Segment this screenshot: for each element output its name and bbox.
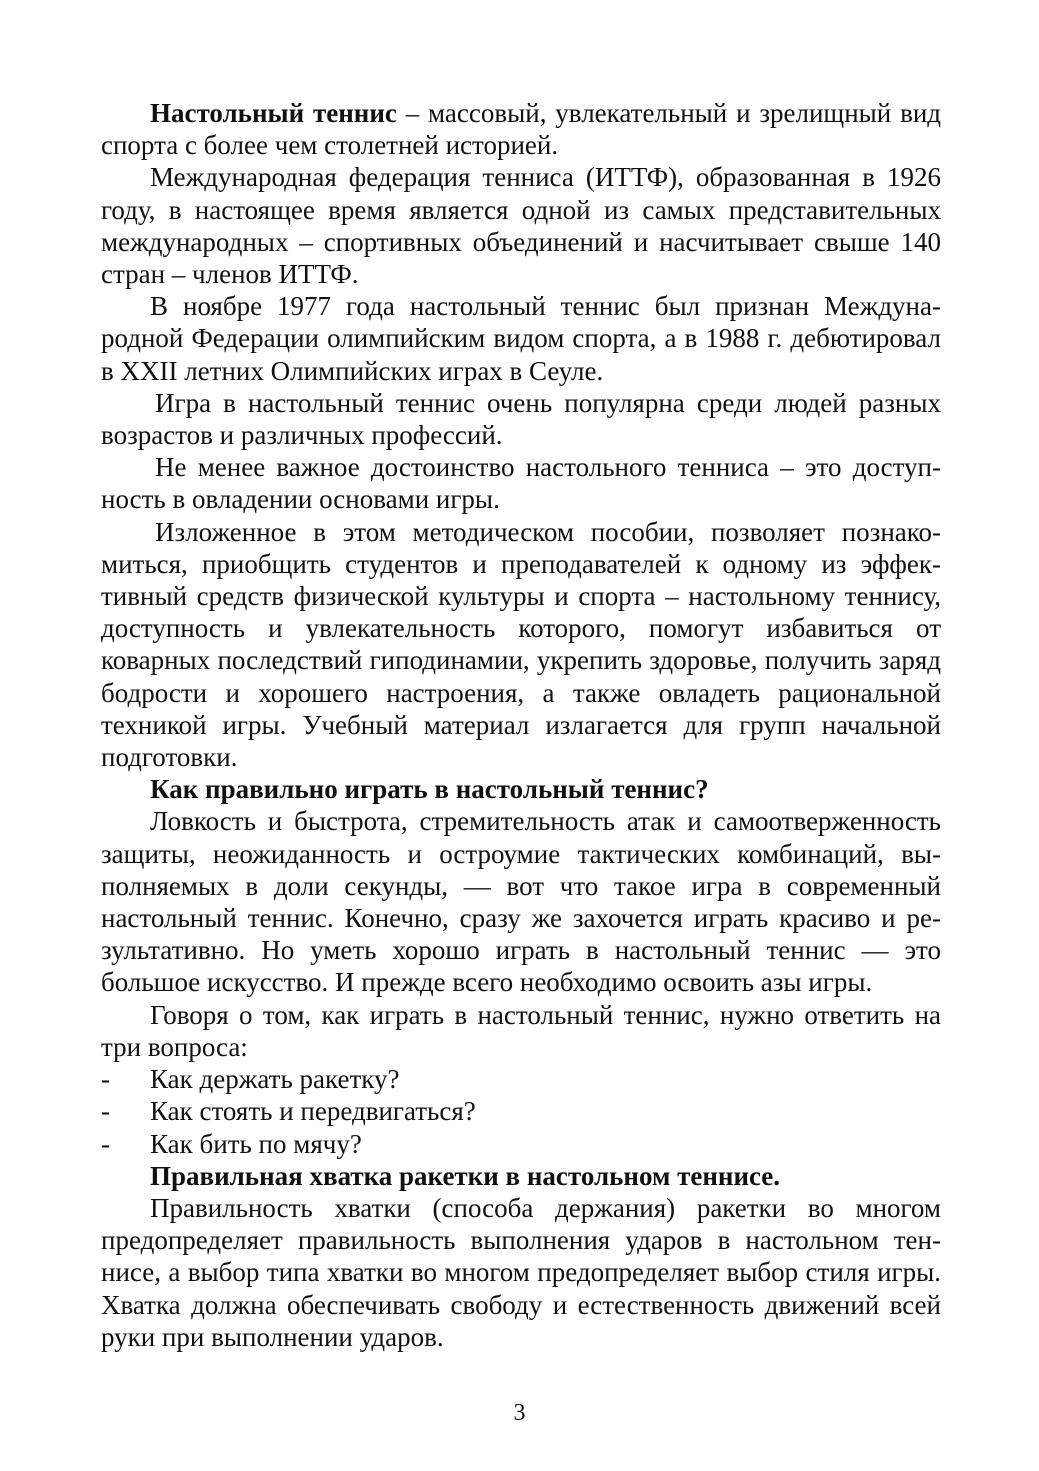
paragraph-manual-purpose: Изложенное в этом методическом пособии, позволяет познакомиться, приобщить студентов и преподавателей к одному из эффективный средств физической культуры и спорта – настольному теннису, доступность и увлекательность которого, помогут избавиться от коварных последствий гиподинамии, укрепить здоровье, получить заряд бодрости и хорошего настроения, а также овладеть рациональной техникой игры. Учебный материал излагается для групп начальной подготовки. bbox=[101, 516, 941, 773]
paragraph-popularity: Игра в настольный теннис очень популярна среди людей разных возрастов и различных профессий. bbox=[101, 387, 941, 451]
paragraph-three-questions: Говоря о том, как играть в настольный теннис, нужно ответить на три вопроса: bbox=[101, 999, 941, 1062]
section-heading-how-to-play: Как правильно играть в настольный теннис? bbox=[150, 774, 709, 805]
list-dash: - bbox=[101, 1096, 110, 1127]
list-item bbox=[101, 1095, 941, 1127]
list-item bbox=[101, 1128, 941, 1160]
section-heading-grip: Правильная хватка ракетки в настольном теннисе. bbox=[150, 1160, 781, 1191]
list-dash: - bbox=[101, 1128, 110, 1159]
paragraph-agility: Ловкость и быстрота, стремительность атак и самоотверженность защиты, неожиданность и остроумие тактических комбинаций, выполняемых в доли секунды, — вот что такое игра в современный настольный теннис. Конечно, сразу же захочется играть красиво и результативно. Но уметь хорошо играть в настольный теннис — это большое искусство. И прежде всего необходимо освоить азы игры. bbox=[101, 806, 941, 998]
list-dash: - bbox=[101, 1064, 110, 1095]
paragraph-ittf: Международная федерация тенниса (ИТТФ), образованная в 1926 году, в настоящее время является одной из самых представительных международных – спортивных объединений и насчитывает свыше 140 стран – членов ИТТФ. bbox=[101, 162, 941, 290]
page-body bbox=[101, 97, 941, 1353]
paragraph-olympic: В ноябре 1977 года настольный теннис был признан Международной Федерации олимпийским видом спорта, а в 1988 г. дебютировал в XXII летних Олимпийских играх в Сеуле. bbox=[101, 291, 941, 386]
list-item-text: Как бить по мячу? bbox=[150, 1128, 362, 1159]
questions-list bbox=[101, 1063, 941, 1160]
list-item-text: Как стоять и передвигаться? bbox=[150, 1096, 476, 1127]
list-item-text: Как держать ракетку? bbox=[150, 1064, 400, 1095]
paragraph-grip: Правильность хватки (способа держания) ракетки во многом предопределяет правильность выполнения ударов в настольном теннисе, а выбор типа хватки во многом предопределяет выбор стиля игры. Хватка должна обеспечивать свободу и естественность движений всей руки при выполнении ударов. bbox=[101, 1192, 941, 1352]
page-number: 3 bbox=[513, 1400, 526, 1426]
intro-paragraph bbox=[101, 97, 941, 161]
list-item bbox=[101, 1063, 941, 1095]
intro-definition: – массовый, увлекательный и зрелищный вид спорта с более чем столетней историей. bbox=[101, 98, 942, 161]
intro-term: Настольный теннис bbox=[150, 98, 397, 128]
paragraph-accessibility: Не менее важное достоинство настольного тенниса – это доступность в овладении основами игры. bbox=[101, 452, 941, 515]
